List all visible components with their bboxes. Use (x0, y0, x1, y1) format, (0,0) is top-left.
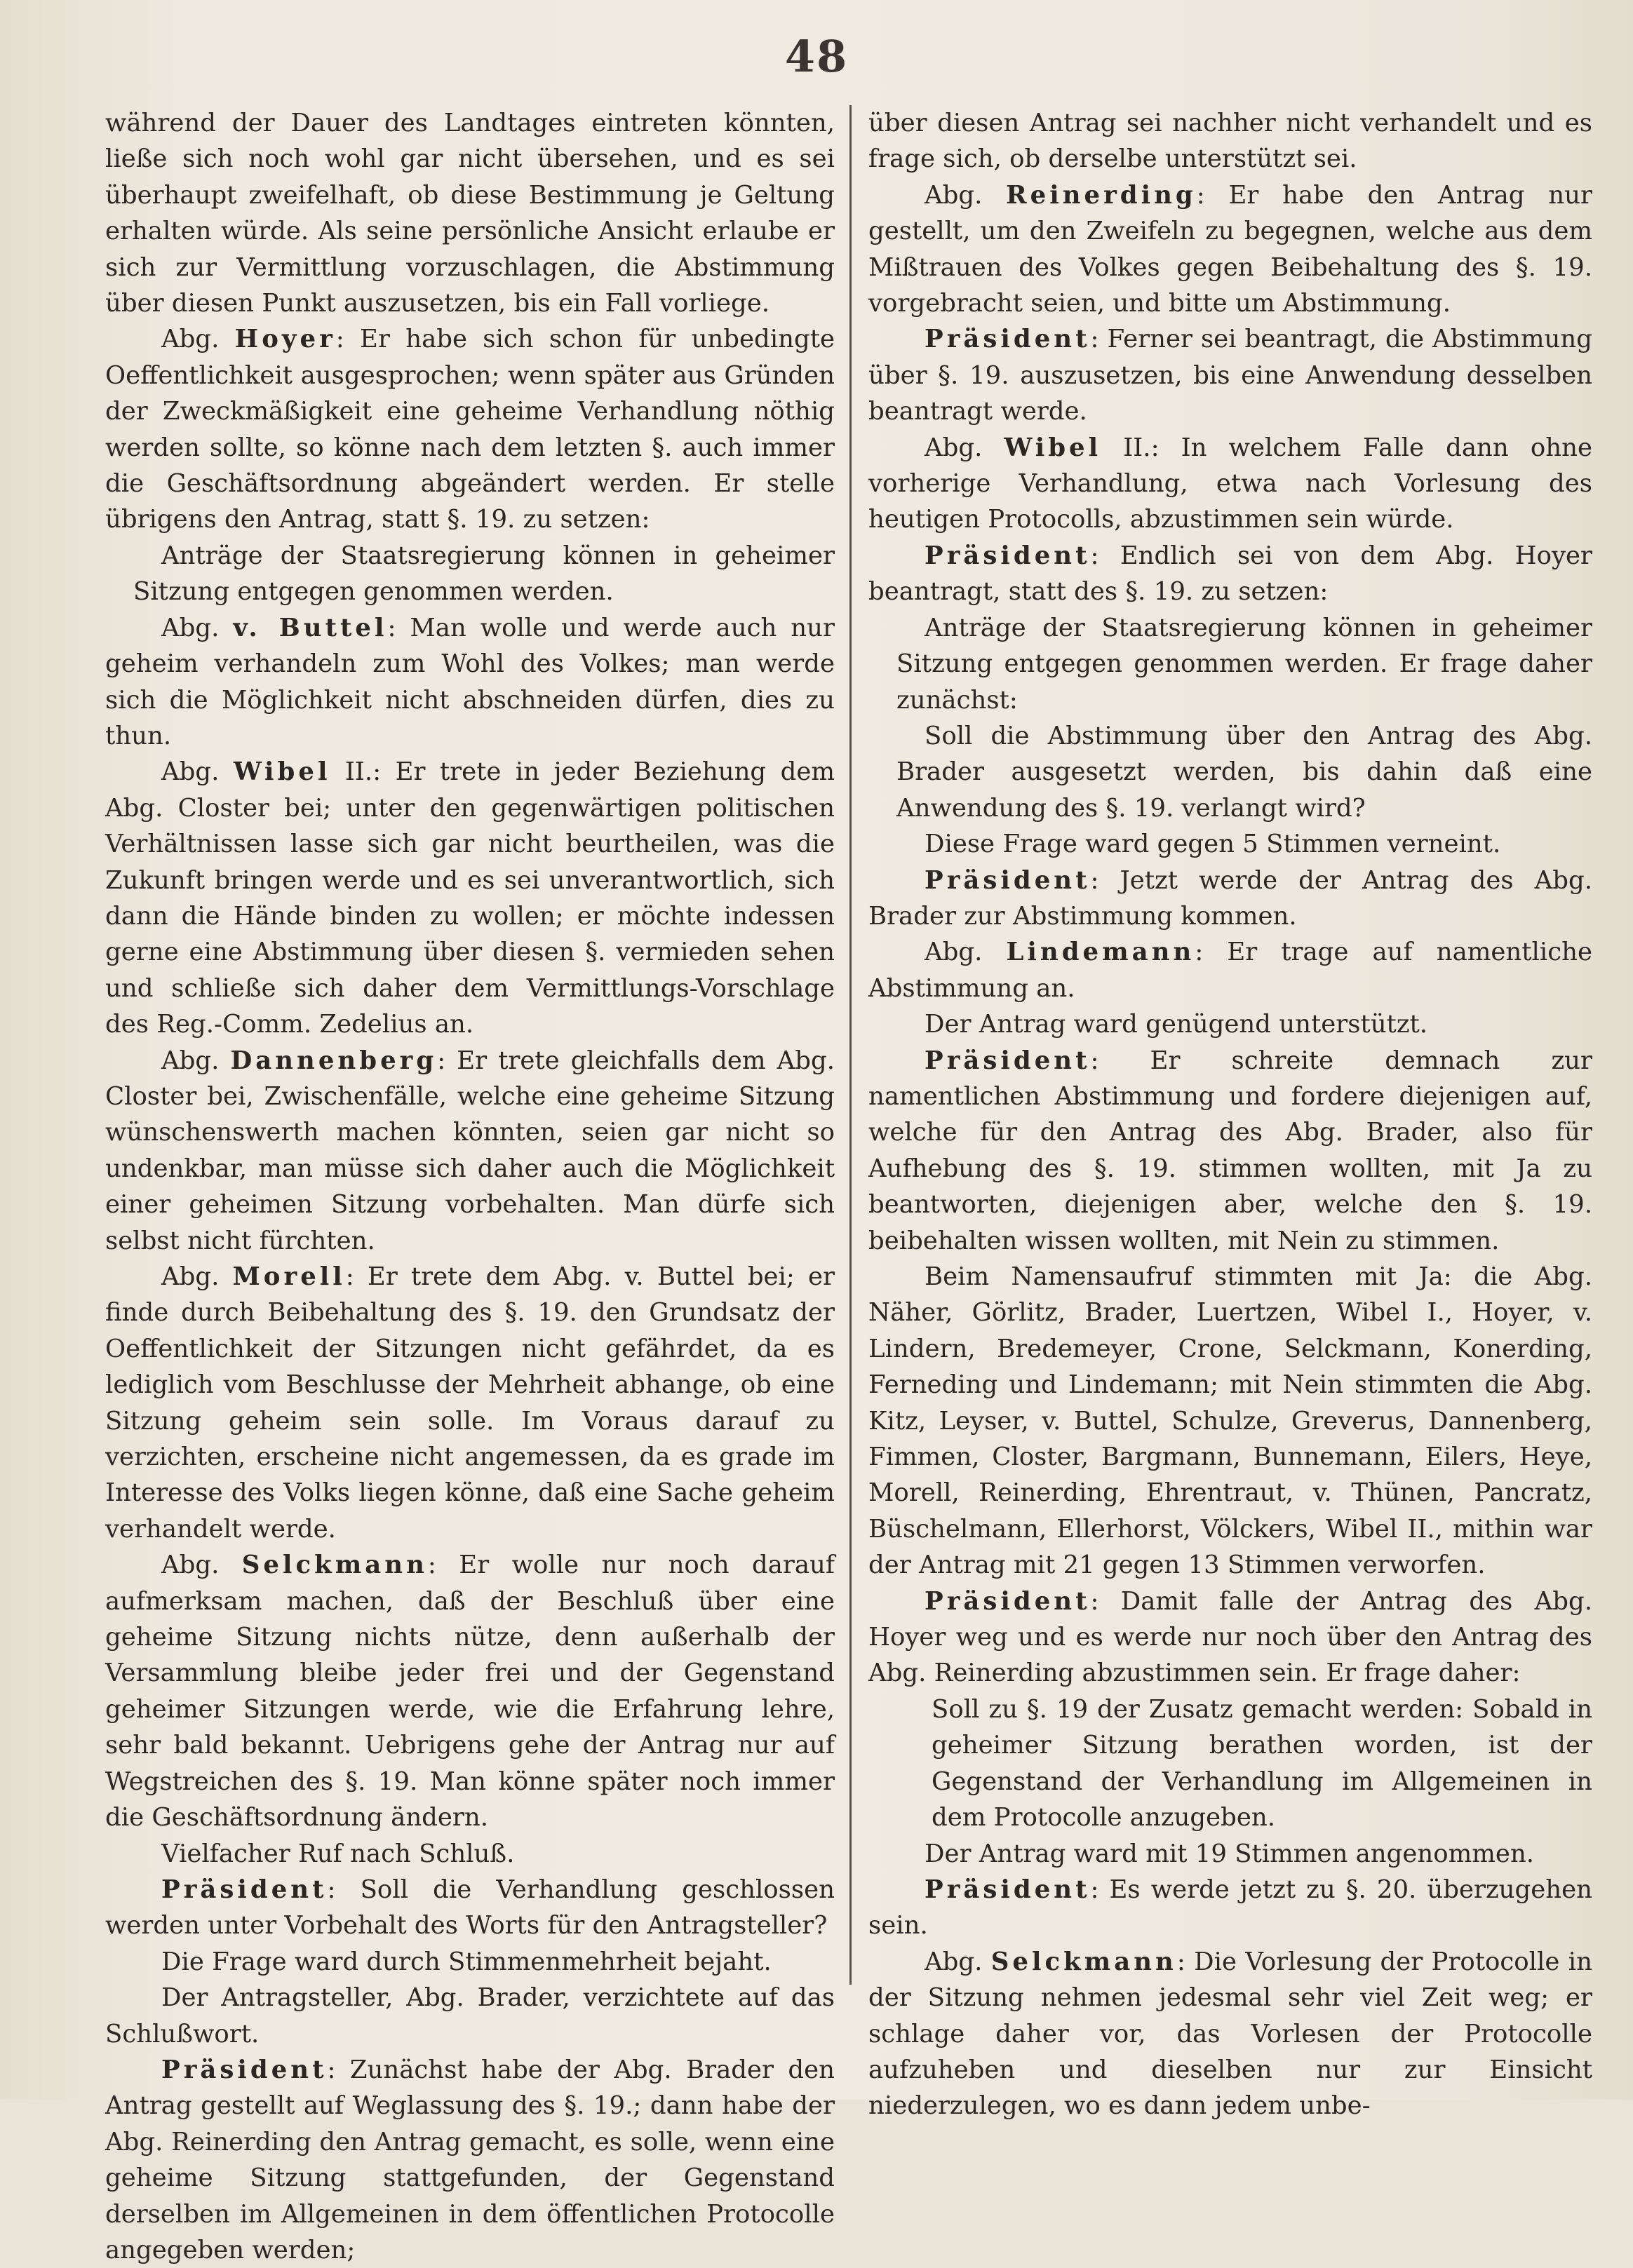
speech-text: : Er schreite demnach zur namentlichen Abstimmung und fordere diejenigen auf, welche für den Antrag des Abg. Brader, also für Aufhebung des §. 19. stimmen wollten, mit Ja zu beantworten, diejenigen aber, welche den §. 19. beibehalten wissen wollten, mit Nein zu stimmen. (868, 1046, 1592, 1255)
speech-paragraph (868, 430, 1592, 538)
quoted-motion: Anträge der Staatsregierung können in geheimer Sitzung entgegen genommen werden. Er frage daher zunächst: (896, 613, 1592, 715)
procedural-note: Vielfacher Ruf nach Schluß. (161, 1839, 515, 1868)
page-number: 48 (784, 31, 849, 82)
speech-paragraph (868, 1944, 1592, 2124)
speaker-name: Reinerding (1006, 180, 1197, 210)
speaker-prefix: Abg. (925, 433, 983, 462)
speech-paragraph (105, 1547, 835, 1835)
speech-paragraph (105, 754, 835, 1042)
speaker-name: Präsident (925, 1875, 1091, 1904)
speech-text: : Man wolle und werde auch nur geheim verhandeln zum Wohl des Volkes; man werde sich die Möglichkeit nicht abschneiden dürfen, dies zu thun. (105, 613, 835, 750)
speaker-prefix: Abg. (161, 325, 220, 354)
speech-paragraph (868, 538, 1592, 610)
speaker-name: Lindemann (1006, 938, 1195, 967)
speaker-name: Hoyer (234, 325, 336, 354)
speaker-name: Selckmann (990, 1947, 1177, 1976)
quoted-motion: Soll die Abstimmung über den Antrag des Abg. Brader ausgesetzt werden, bis dahin daß eine Anwendung des §. 19. verlangt wird? (896, 721, 1592, 823)
speech-text: : Er trete dem Abg. v. Buttel bei; er finde durch Beibehaltung des §. 19. den Grundsatz der Oeffentlichkeit der Sitzungen nicht gefährdet, da es lediglich vom Beschlusse der Mehrheit abhange, ob eine Sitzung geheim sein solle. Im Voraus darauf zu verzichten, erscheine nicht angemessen, da es grade im Interesse des Volks liegen könne, daß eine Sache geheim verhandelt werde. (105, 1262, 835, 1544)
speaker-name: Präsident (925, 325, 1091, 354)
speech-paragraph (105, 610, 835, 755)
procedural-note: Der Antrag ward genügend unterstützt. (925, 1010, 1428, 1039)
speaker-prefix: Abg. (925, 180, 983, 210)
procedural-note: Der Antrag ward mit 19 Stimmen angenommen. (925, 1839, 1535, 1868)
speech-text: : Er trage auf namentliche Abstimmung an. (868, 938, 1593, 1003)
speech-paragraph (868, 321, 1592, 429)
speaker-prefix: Abg. (161, 757, 220, 787)
speech-text: : Jetzt werde der Antrag des Abg. Brader zur Abstimmung kommen. (868, 865, 1592, 931)
speaker-prefix: Abg. (161, 613, 220, 642)
quoted-motion: Anträge der Staatsregierung können in geheimer Sitzung entgegen genommen werden. (133, 541, 835, 607)
speech-text: : Damit falle der Antrag des Abg. Hoyer weg und es werde nur noch über den Antrag des Abg. Reinerding abzustimmen sein. Er frage daher: (868, 1586, 1592, 1688)
speech-text: II.: In welchem Falle dann ohne vorherige Verhandlung, etwa nach Vorlesung des heutigen Protocolls, abzustimmen sein würde. (868, 433, 1592, 534)
speech-text: : Er trete gleichfalls dem Abg. Closter bei, Zwischenfälle, welche eine geheime Sitzung wünschenswerth machen könnten, seien gar nicht so undenkbar, man müsse sich daher auch die Möglichkeit einer geheimen Sitzung vorbehalten. Man dürfe sich selbst nicht fürchten. (105, 1046, 835, 1255)
speech-paragraph (868, 934, 1592, 1006)
speaker-name: v. Buttel (233, 613, 388, 642)
speech-text: : Er habe sich schon für unbedingte Oeffentlichkeit ausgesprochen; wenn später aus Gründen der Zweckmäßigkeit eine geheime Verhandlung nöthig werden sollte, so könne nach dem letzten §. auch immer die Geschäftsordnung abgeändert werden. Er stelle übrigens den Antrag, statt §. 19. zu setzen: (105, 325, 835, 534)
speech-text: : Endlich sei von dem Abg. Hoyer beantragt, statt des §. 19. zu setzen: (868, 541, 1592, 607)
speech-paragraph (868, 1584, 1592, 1692)
procedural-note: Diese Frage ward gegen 5 Stimmen verneint. (925, 830, 1501, 859)
procedural-note: Die Frage ward durch Stimmenmehrheit bejaht. (161, 1947, 772, 1976)
speech-paragraph (105, 1872, 835, 1944)
speaker-name: Morell (232, 1262, 346, 1291)
speaker-name: Wibel (233, 757, 331, 787)
speech-paragraph (868, 1043, 1592, 1259)
speaker-prefix: Abg. (161, 1046, 220, 1075)
speech-text: : Soll die Verhandlung geschlossen werden unter Vorbehalt des Worts für den Antragsteller? (105, 1875, 835, 1940)
speaker-name: Präsident (925, 541, 1091, 570)
quoted-motion: Soll zu §. 19 der Zusatz gemacht werden: Sobald in geheimer Sitzung berathen worden, ist der Gegenstand der Verhandlung im Allgemeinen in dem Protocolle anzugeben. (932, 1694, 1592, 1832)
speaker-name: Selckmann (241, 1551, 428, 1580)
speech-text: : Er wolle nur noch darauf aufmerksam machen, daß der Beschluß über eine geheime Sitzung nichts nütze, denn außerhalb der Versammlung bleibe jeder frei und der Gegenstand geheimer Sitzungen werde, wie die Erfahrung lehre, sehr bald bekannt. Uebrigens gehe der Antrag nur auf Wegstreichen des §. 19. Man könne später noch immer die Geschäftsordnung ändern. (105, 1551, 835, 1832)
speech-text: : Die Vorlesung der Protocolle in der Sitzung nehmen jedesmal sehr viel Zeit weg; er schlage daher vor, das Vorlesen der Protocolle aufzuheben und dieselben nur zur Einsicht niederzulegen, wo es dann jedem unbe- (868, 1947, 1592, 2121)
speech-text: : Ferner sei beantragt, die Abstimmung über §. 19. auszusetzen, bis eine Anwendung desselben beantragt werde. (868, 325, 1592, 426)
speech-paragraph (868, 177, 1592, 322)
column-divider (849, 105, 852, 1985)
procedural-note: Beim Namensaufruf stimmten mit Ja: die Abg. Näher, Görlitz, Brader, Luertzen, Wibel I., Hoyer, v. Lindern, Bredemeyer, Crone, Selckmann, Konerding, Ferneding und Lindemann; mit Nein stimmten die Abg. Kitz, Leyser, v. Buttel, Schulze, Greverus, Dannenberg, Fimmen, Closter, Bargmann, Bunnemann, Eilers, Heye, Morell, Reinerding, Ehrentraut, v. Thünen, Pancratz, Büschelmann, Ellerhorst, Völckers, Wibel II., mithin war der Antrag mit 21 gegen 13 Stimmen verworfen. (868, 1262, 1592, 1580)
speaker-prefix: Abg. (161, 1262, 220, 1291)
speaker-prefix: Abg. (161, 1551, 220, 1580)
speech-paragraph (868, 1872, 1592, 1944)
speaker-prefix: Abg. (925, 1947, 983, 1976)
right-column (868, 105, 1593, 2121)
speech-text: : Zunächst habe der Abg. Brader den Antrag gestellt auf Weglassung des §. 19.; dann habe der Abg. Reinerding den Antrag gemacht, es solle, wenn eine geheime Sitzung stattgefunden, der Gegenstand derselben im Allgemeinen in dem öffentlichen Protocolle angegeben werden; (105, 2055, 835, 2264)
speech-text: : Er habe den Antrag nur gestellt, um den Zweifeln zu begegnen, welche aus dem Mißtrauen des Volkes gegen Beibehaltung des §. 19. vorgebracht seien, und bitte um Abstimmung. (868, 180, 1592, 318)
procedural-note: Der Antragsteller, Abg. Brader, verzichtete auf das Schlußwort. (105, 1983, 835, 2048)
speaker-name: Präsident (925, 1046, 1091, 1075)
speaker-name: Präsident (161, 1875, 328, 1904)
speech-paragraph (105, 1043, 835, 1259)
speaker-name: Präsident (161, 2055, 328, 2084)
paragraph: über diesen Antrag sei nachher nicht verhandelt und es frage sich, ob derselbe unterstützt sei. (868, 109, 1592, 174)
speaker-name: Präsident (925, 1586, 1091, 1616)
speech-paragraph (105, 1259, 835, 1547)
speaker-name: Präsident (925, 865, 1091, 895)
speaker-prefix: Abg. (925, 938, 983, 967)
paragraph: während der Dauer des Landtages eintreten könnten, ließe sich noch wohl gar nicht übersehen, und es sei überhaupt zweifelhaft, ob diese Bestimmung je Geltung erhalten würde. Als seine persönliche Ansicht erlaube er sich zur Vermittlung vorzuschlagen, die Abstimmung über diesen Punkt auszusetzen, bis ein Fall vorliege. (105, 109, 835, 318)
speaker-name: Dannenberg (230, 1046, 438, 1075)
speech-text: : Es werde jetzt zu §. 20. überzugehen sein. (868, 1875, 1592, 1940)
speech-paragraph (868, 863, 1592, 935)
speaker-name: Wibel (1004, 433, 1102, 462)
speech-paragraph (105, 321, 835, 537)
left-column (105, 105, 835, 2264)
speech-paragraph (105, 2052, 835, 2268)
speech-text: II.: Er trete in jeder Beziehung dem Abg. Closter bei; unter den gegenwärtigen politischen Verhältnissen lasse sich gar nicht beurtheilen, was die Zukunft bringen werde und es sei unverantwortlich, sich dann die Hände binden zu wollen; er möchte indessen gerne eine Abstimmung über diesen §. vermieden sehen und schließe sich daher dem Vermittlungs-Vorschlage des Reg.-Comm. Zedelius an. (105, 757, 835, 1039)
